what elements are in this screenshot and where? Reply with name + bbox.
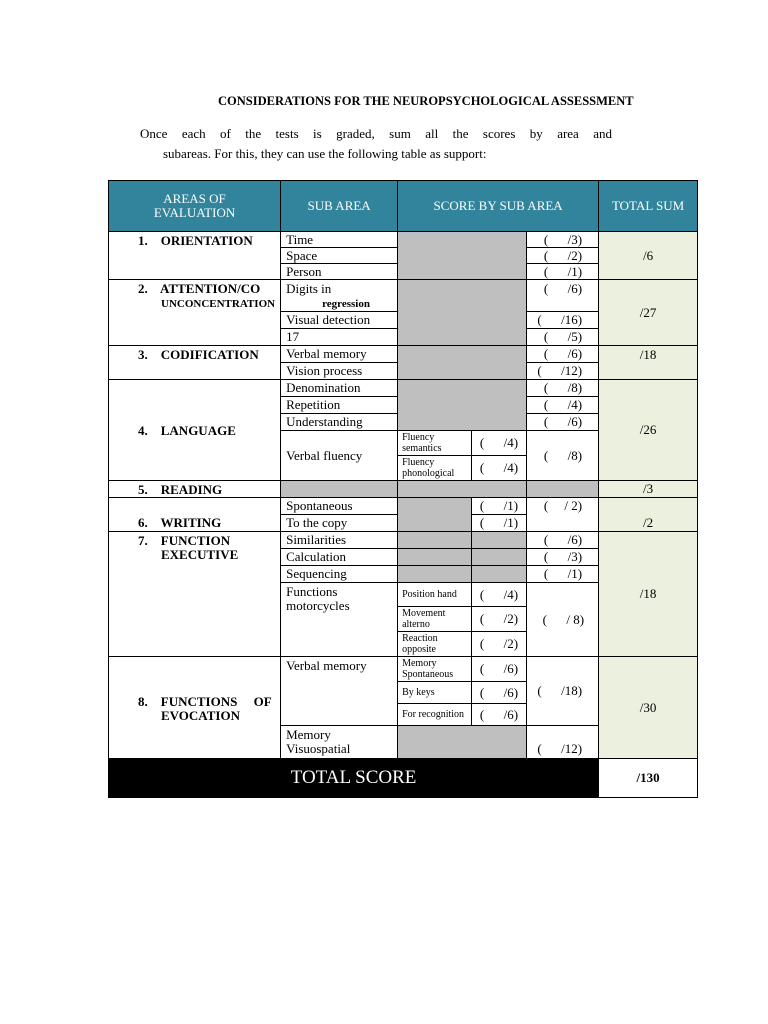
grey-cell [398,566,472,583]
area-orientation [109,232,281,280]
grey-cell [281,481,398,498]
total-score-value: /130 [599,759,698,798]
intro-text-line-2: subareas. For this, they can use the following table as support: [163,146,487,161]
score-cell: ( /8) [527,431,599,481]
sub-item-score: ( /4) [472,456,527,481]
grey-cell [472,532,527,549]
grey-cell [398,532,472,549]
sub-item-label: Movement alterno [398,607,472,632]
intro-text-line-1: Once each of the tests is graded, sum all the scores by area and [140,126,612,141]
sub-area-cell: Verbal memory [281,657,398,726]
score-cell: ( /3) [527,549,599,566]
score-cell: ( /3) [527,232,599,248]
sub-area-cell: To the copy [281,515,398,532]
sub-item-label: Position hand [398,583,472,607]
sub-item-score: ( /1) [472,498,527,515]
sub-area-cell: Verbal memory [281,346,398,363]
sub-item-score: ( /6) [472,682,527,704]
area-name: ORIENTATION [160,233,253,248]
area-writing [109,498,281,532]
score-cell: ( / 8) [527,583,599,657]
sub-area-cell: Repetition [281,397,398,414]
area-functions-of-evocation [109,657,281,759]
total-cell: /18 [599,532,698,657]
score-cell: ( /1) [527,264,599,280]
total-cell: /27 [599,280,698,346]
sub-item-label: By keys [398,682,472,704]
total-score-label: TOTAL SCORE [109,759,599,798]
area-name-line-2: EXECUTIVE [161,547,239,562]
score-cell: ( /2) [527,248,599,264]
area-name: FUNCTION [160,533,231,548]
sub-area-cell: Person [281,264,398,280]
score-cell: ( /6) [527,414,599,431]
area-name: READING [160,482,223,497]
grey-cell [398,346,527,380]
score-cell: ( /6) [527,280,599,312]
area-function-executive [109,532,281,657]
area-number: 3. [138,347,148,362]
area-name-line-2: UNCONCENTRATION [161,298,276,310]
sub-item-score: ( /6) [472,657,527,682]
score-cell: ( /5) [527,329,599,346]
sub-item-label: Fluency phonological [398,456,472,481]
area-name: WRITING [160,515,222,530]
sub-area-cell: Time [281,232,398,248]
sub-area-cell: Verbal fluency [281,431,398,481]
sub-area-cell: 17 [281,329,398,346]
score-cell: ( / 2) [527,498,599,532]
total-cell: /2 [599,498,698,532]
sub-area-cell: Similarities [281,532,398,549]
area-name: CODIFICATION [160,347,259,362]
area-attention [109,280,281,346]
header-score-by-sub-area: SCORE BY SUB AREA [398,181,599,232]
total-cell: /6 [599,232,698,280]
sub-item-score: ( /2) [472,607,527,632]
area-number: 6. [138,515,148,530]
total-cell: /30 [599,657,698,759]
grey-cell [472,549,527,566]
sub-item-label: Fluency semantics [398,431,472,456]
area-number: 8. [138,693,148,709]
sub-item-score: ( /4) [472,431,527,456]
total-cell: /18 [599,346,698,380]
sub-area-label-line-2: regression [322,298,370,310]
sub-area-cell: Sequencing [281,566,398,583]
area-name: ATTENTION/CO [160,281,261,296]
sub-area-cell: Vision process [281,363,398,380]
sub-area-cell [281,280,398,312]
page-title: CONSIDERATIONS FOR THE NEUROPSYCHOLOGICAL ASSESSMENT [218,94,634,108]
grey-cell [398,481,527,498]
score-cell: ( /4) [527,397,599,414]
header-total-sum: TOTAL SUM [599,181,698,232]
grey-cell [398,498,472,532]
area-number: 5. [138,482,148,497]
sub-area-cell: Spontaneous [281,498,398,515]
score-cell: ( /18) [527,657,599,726]
assessment-table [108,180,698,798]
sub-area-label: Digits in [286,281,332,296]
total-cell: /3 [599,481,698,498]
sub-item-label: Memory Spontaneous [398,657,472,682]
score-cell: ( /12) [527,726,599,759]
grey-cell [398,726,527,759]
sub-area-cell: Denomination [281,380,398,397]
grey-cell [398,380,527,431]
sub-area-cell: Calculation [281,549,398,566]
header-areas: AREAS OF EVALUATION [109,181,281,232]
area-reading [109,481,281,498]
score-cell: ( /16) [527,312,599,329]
sub-item-score: ( /6) [472,704,527,726]
sub-item-score: ( /4) [472,583,527,607]
area-name-of: OF [253,693,272,709]
area-number: 1. [138,233,148,248]
grey-cell [398,232,527,280]
sub-item-label: Reaction opposite [398,632,472,657]
grey-cell [398,549,472,566]
area-language [109,380,281,481]
area-codification [109,346,281,380]
area-number: 7. [138,533,148,548]
grey-cell [398,280,527,346]
grey-cell [472,566,527,583]
area-name-line-2: EVOCATION [161,707,240,723]
score-cell: ( /12) [527,363,599,380]
sub-area-cell: Visual detection [281,312,398,329]
score-cell: ( /6) [527,532,599,549]
sub-area-cell: Functions motorcycles [281,583,398,657]
score-cell: ( /6) [527,346,599,363]
area-name: LANGUAGE [160,423,236,438]
score-cell: ( /8) [527,380,599,397]
grey-cell [527,481,599,498]
score-cell: ( /1) [527,566,599,583]
area-number: 2. [138,281,148,296]
sub-area-cell: Understanding [281,414,398,431]
header-sub-area: SUB AREA [281,181,398,232]
area-name: FUNCTIONS [160,693,238,709]
sub-item-score: ( /1) [472,515,527,532]
area-number: 4. [138,423,148,438]
total-cell: /26 [599,380,698,481]
sub-area-cell: Memory Visuospatial [281,726,398,759]
sub-item-label: For recognition [398,704,472,726]
sub-item-score: ( /2) [472,632,527,657]
sub-area-cell: Space [281,248,398,264]
